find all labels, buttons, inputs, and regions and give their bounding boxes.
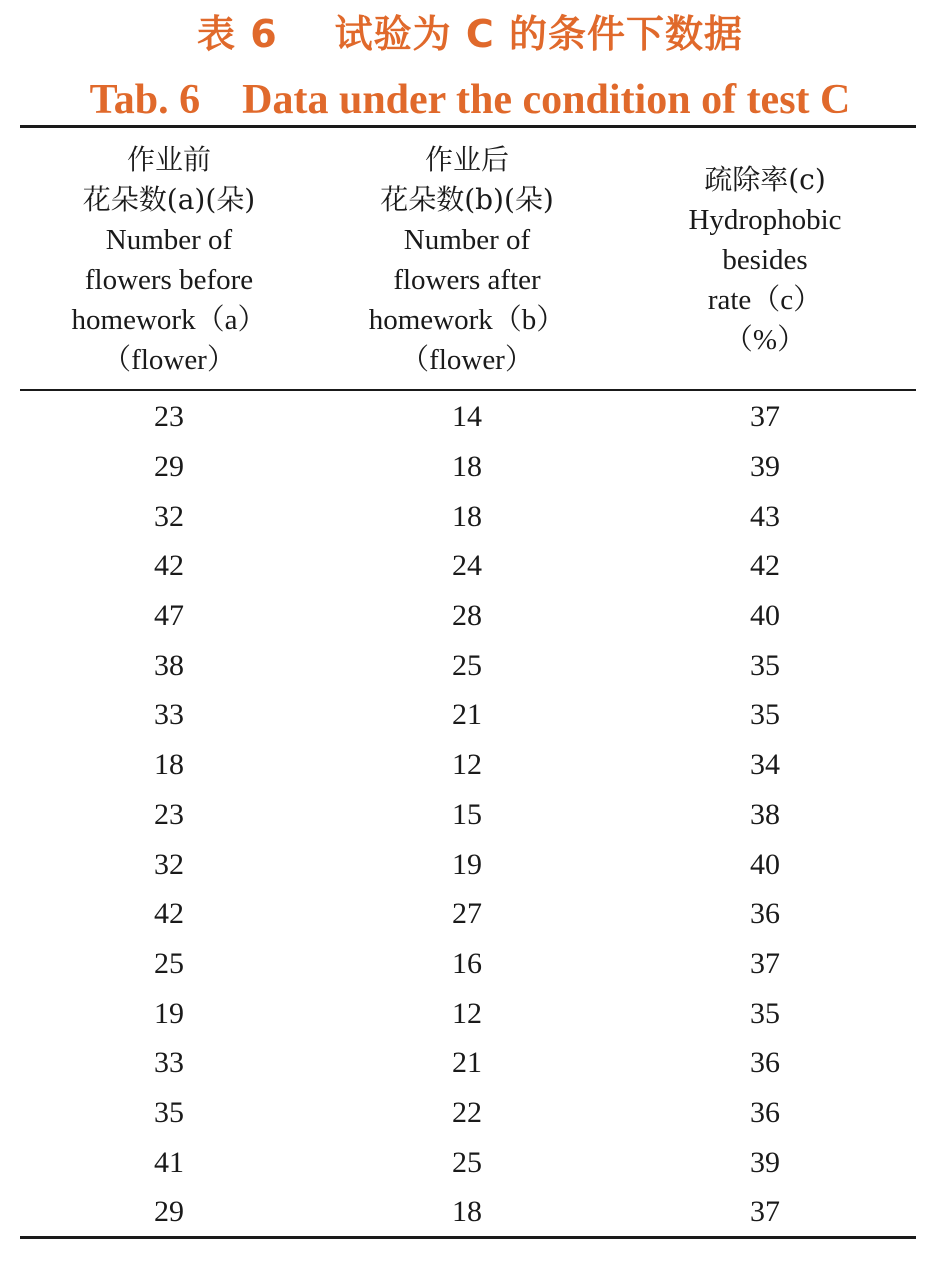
cell-after-count: 19 bbox=[452, 847, 482, 881]
cell-removal-rate: 39 bbox=[750, 450, 780, 484]
cell-before-count: 42 bbox=[154, 897, 184, 931]
cell-before-count: 23 bbox=[154, 400, 184, 434]
cell-before-count: 33 bbox=[154, 698, 184, 732]
cell-after-count: 12 bbox=[452, 748, 482, 782]
header-line: homework（b） bbox=[368, 304, 566, 336]
cell-removal-rate: 36 bbox=[750, 1046, 780, 1080]
cell-after-count: 25 bbox=[452, 648, 482, 682]
cell-removal-rate: 40 bbox=[750, 599, 780, 633]
table-row bbox=[20, 889, 916, 939]
cell-after-count: 12 bbox=[452, 996, 482, 1030]
table-title-english: Tab. 6 Data under the condition of test C bbox=[89, 77, 851, 123]
cell-after-count: 25 bbox=[452, 1145, 482, 1179]
bottom-rule bbox=[20, 1236, 916, 1239]
header-line: homework（a） bbox=[71, 304, 267, 336]
table-row bbox=[20, 740, 916, 790]
header-line: flowers before bbox=[84, 264, 254, 296]
cell-after-count: 21 bbox=[452, 1046, 482, 1080]
cell-before-count: 32 bbox=[154, 499, 184, 533]
cell-removal-rate: 36 bbox=[750, 897, 780, 931]
cell-removal-rate: 35 bbox=[750, 648, 780, 682]
header-line: besides bbox=[722, 244, 808, 276]
header-line: 作业前 bbox=[126, 143, 211, 176]
header-line: （flower） bbox=[400, 344, 534, 376]
table-row bbox=[20, 1187, 916, 1237]
cell-after-count: 28 bbox=[452, 599, 482, 633]
cell-removal-rate: 37 bbox=[750, 946, 780, 980]
table-row bbox=[20, 939, 916, 989]
cell-removal-rate: 37 bbox=[750, 1195, 780, 1229]
cell-removal-rate: 34 bbox=[750, 748, 780, 782]
cell-before-count: 23 bbox=[154, 797, 184, 831]
cell-before-count: 25 bbox=[154, 946, 184, 980]
cell-before-count: 42 bbox=[154, 549, 184, 583]
cell-removal-rate: 42 bbox=[750, 549, 780, 583]
table-row bbox=[20, 442, 916, 492]
cell-after-count: 14 bbox=[452, 400, 482, 434]
header-removal-rate bbox=[616, 132, 914, 388]
header-after-count bbox=[318, 132, 616, 388]
table-row bbox=[20, 988, 916, 1038]
table-title-chinese: 表 6 试验为 C 的条件下数据 bbox=[197, 12, 743, 56]
table-row bbox=[20, 392, 916, 442]
table-row bbox=[20, 591, 916, 641]
table-row bbox=[20, 491, 916, 541]
table-row bbox=[20, 1038, 916, 1088]
cell-removal-rate: 38 bbox=[750, 797, 780, 831]
table-row bbox=[20, 1088, 916, 1138]
table-body bbox=[20, 392, 916, 1237]
cell-after-count: 21 bbox=[452, 698, 482, 732]
header-line: 疏除率(c) bbox=[704, 163, 826, 196]
cell-after-count: 16 bbox=[452, 946, 482, 980]
cell-after-count: 24 bbox=[452, 549, 482, 583]
cell-after-count: 22 bbox=[452, 1095, 482, 1129]
cell-after-count: 18 bbox=[452, 450, 482, 484]
cell-after-count: 18 bbox=[452, 1195, 482, 1229]
cell-after-count: 27 bbox=[452, 897, 482, 931]
header-line: Number of bbox=[403, 224, 531, 256]
cell-before-count: 38 bbox=[154, 648, 184, 682]
cell-after-count: 15 bbox=[452, 797, 482, 831]
cell-before-count: 35 bbox=[154, 1095, 184, 1129]
cell-removal-rate: 39 bbox=[750, 1145, 780, 1179]
header-line: 花朵数(a)(朵) bbox=[82, 183, 256, 216]
cell-removal-rate: 40 bbox=[750, 847, 780, 881]
header-line: Number of bbox=[105, 224, 233, 256]
cell-removal-rate: 36 bbox=[750, 1095, 780, 1129]
cell-before-count: 29 bbox=[154, 1195, 184, 1229]
header-line: 作业后 bbox=[424, 143, 509, 176]
header-line: Hydrophobic bbox=[688, 204, 842, 236]
cell-removal-rate: 35 bbox=[750, 996, 780, 1030]
cell-removal-rate: 35 bbox=[750, 698, 780, 732]
table-row bbox=[20, 790, 916, 840]
table-row bbox=[20, 1137, 916, 1187]
table-row bbox=[20, 541, 916, 591]
header-line: （%） bbox=[723, 324, 807, 356]
header-line: rate（c） bbox=[707, 284, 823, 316]
top-rule bbox=[20, 125, 916, 128]
header-before-count bbox=[20, 132, 318, 388]
header-line: （flower） bbox=[102, 344, 236, 376]
cell-removal-rate: 37 bbox=[750, 400, 780, 434]
cell-before-count: 33 bbox=[154, 1046, 184, 1080]
cell-before-count: 29 bbox=[154, 450, 184, 484]
cell-before-count: 32 bbox=[154, 847, 184, 881]
cell-before-count: 47 bbox=[154, 599, 184, 633]
table-row bbox=[20, 690, 916, 740]
cell-before-count: 18 bbox=[154, 748, 184, 782]
table-row bbox=[20, 640, 916, 690]
header-line: 花朵数(b)(朵) bbox=[380, 183, 554, 216]
header-rule bbox=[20, 389, 916, 391]
table-header bbox=[20, 132, 916, 388]
cell-removal-rate: 43 bbox=[750, 499, 780, 533]
cell-before-count: 19 bbox=[154, 996, 184, 1030]
cell-before-count: 41 bbox=[154, 1145, 184, 1179]
header-line: flowers after bbox=[393, 264, 541, 296]
table-row bbox=[20, 839, 916, 889]
cell-after-count: 18 bbox=[452, 499, 482, 533]
